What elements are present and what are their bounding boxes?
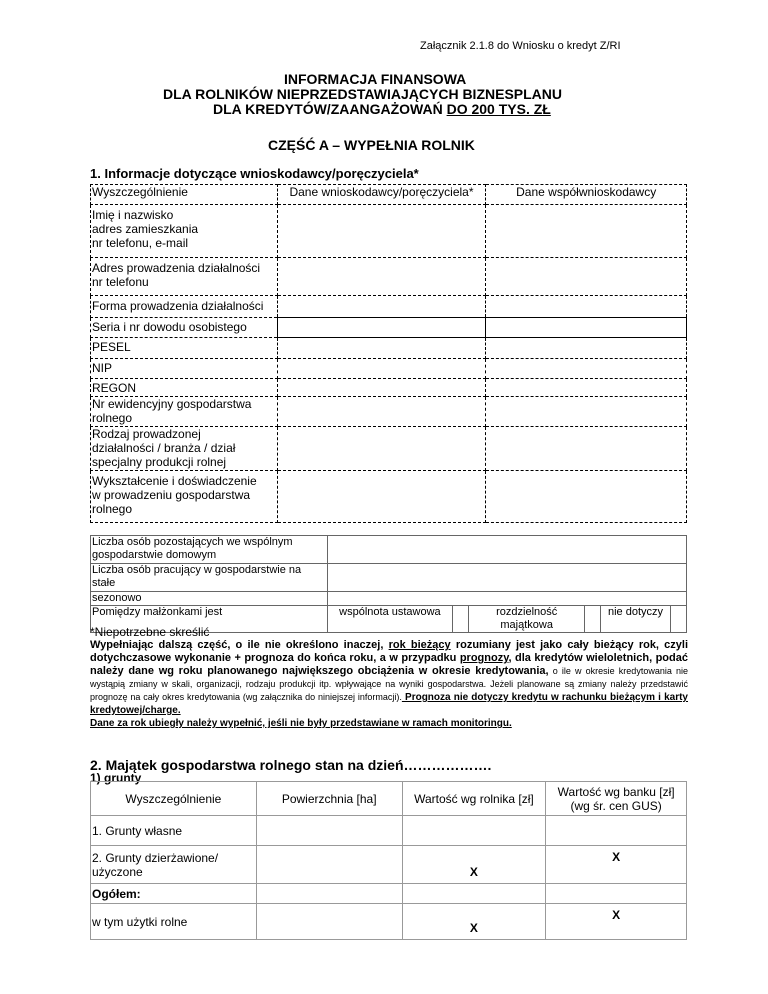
input-coapplicant-farm-registry[interactable] — [486, 397, 687, 427]
title-line-3-limit: DO 200 TYS. ZŁ — [446, 101, 551, 117]
note-forecast-exclusion: Prognoza nie dotyczy kredytu w rachunku bieżącym i karty kredytowej/charge. — [90, 692, 688, 716]
row-label-regon: REGON — [91, 379, 278, 397]
section-2-subheading-land: 1) grunty — [90, 771, 142, 785]
land-table — [90, 781, 687, 940]
input-leased-land-area[interactable] — [256, 846, 402, 884]
input-applicant-name[interactable] — [277, 205, 486, 258]
leased-land-farmer-value-excluded: X — [402, 846, 546, 884]
row-label-name-address: Imię i nazwisko adres zamieszkania nr telefonu, e-mail — [91, 205, 278, 258]
input-applicant-id-card[interactable] — [277, 318, 486, 338]
agricultural-land-farmer-value-excluded: X — [402, 904, 546, 940]
input-applicant-activity-type[interactable] — [277, 427, 486, 471]
input-coapplicant-name[interactable] — [486, 205, 687, 258]
input-coapplicant-activity-type[interactable] — [486, 427, 687, 471]
header-area: Powierzchnia [ha] — [256, 782, 402, 816]
header-farmer-value: Wartość wg rolnika [zł] — [402, 782, 546, 816]
input-seasonal-workers[interactable] — [327, 592, 686, 606]
row-label-business-form: Forma prowadzenia działalności — [91, 296, 278, 318]
input-coapplicant-business-form[interactable] — [486, 296, 687, 318]
input-coapplicant-nip[interactable] — [486, 359, 687, 379]
input-applicant-business-form[interactable] — [277, 296, 486, 318]
input-total-farmer-value[interactable] — [402, 884, 546, 904]
row-label-education: Wykształcenie i doświadczenie w prowadzeniu gospodarstwa rolnego — [91, 471, 278, 523]
row-label-seasonal: sezonowo — [91, 592, 328, 606]
row-label-agricultural-land: w tym użytki rolne — [91, 904, 257, 940]
input-own-land-farmer-value[interactable] — [402, 816, 546, 846]
row-label-own-land: 1. Grunty własne — [91, 816, 257, 846]
row-label-id-card: Seria i nr dowodu osobistego — [91, 318, 278, 338]
row-label-pesel: PESEL — [91, 338, 278, 359]
input-own-land-area[interactable] — [256, 816, 402, 846]
title-line-1: INFORMACJA FINANSOWA — [284, 71, 467, 87]
header-specification: Wyszczególnienie — [91, 185, 278, 205]
row-label-permanent-workers: Liczba osób pracujący w gospodarstwie na stałe — [91, 564, 328, 592]
note-current-year: rok bieżący — [388, 639, 451, 651]
note-text-a: Wypełniając dalszą część, o ile nie określono inaczej, — [90, 639, 389, 651]
option-not-applicable: nie dotyczy — [601, 606, 671, 633]
input-total-bank-value[interactable] — [546, 884, 687, 904]
applicant-info-table — [90, 184, 687, 523]
input-applicant-farm-registry[interactable] — [277, 397, 486, 427]
leased-land-bank-value-excluded: X — [546, 846, 687, 884]
agricultural-land-bank-value-excluded: X — [546, 904, 687, 940]
input-applicant-nip[interactable] — [277, 359, 486, 379]
household-table — [90, 535, 687, 633]
input-household-members[interactable] — [327, 536, 686, 564]
section-2-heading: 2. Majątek gospodarstwa rolnego stan na dzień………………. — [90, 757, 492, 773]
section-1-heading: 1. Informacje dotyczące wnioskodawcy/poręczyciela* — [90, 166, 419, 181]
row-label-household-members: Liczba osób pozostających we wspólnym gospodarstwie domowym — [91, 536, 328, 564]
input-coapplicant-regon[interactable] — [486, 379, 687, 397]
note-previous-year: Dane za rok ubiegły należy wypełnić, jeśli nie były przedstawiane w ramach monitoringu. — [90, 718, 512, 729]
input-coapplicant-education[interactable] — [486, 471, 687, 523]
input-agricultural-land-area[interactable] — [256, 904, 402, 940]
title-line-3 — [213, 101, 551, 117]
row-label-marital-property: Pomiędzy małżonkami jest — [91, 606, 328, 633]
input-own-land-bank-value[interactable] — [546, 816, 687, 846]
instructions-block — [90, 626, 688, 730]
row-label-business-address: Adres prowadzenia działalności nr telefonu — [91, 258, 278, 296]
input-applicant-business-address[interactable] — [277, 258, 486, 296]
input-permanent-workers[interactable] — [327, 564, 686, 592]
note-text-b: rozumiany jest jako cały bieżący rok, czyli dotychczasowe wykonanie + prognoza do końca roku, a w przypadku — [90, 639, 689, 664]
note-forecast: prognozy — [459, 652, 509, 664]
option-separate-property: rozdzielność majątkowa — [469, 606, 585, 633]
row-label-total: Ogółem: — [91, 884, 257, 904]
header-bank-value: Wartość wg banku [zł] (wg śr. cen GUS) — [546, 782, 687, 816]
option-joint-property: wspólnota ustawowa — [327, 606, 453, 633]
input-applicant-education[interactable] — [277, 471, 486, 523]
header-applicant-data: Dane wnioskodawcy/poręczyciela* — [277, 185, 486, 205]
part-a-heading: CZĘŚĆ A – WYPEŁNIA ROLNIK — [268, 137, 475, 153]
input-coapplicant-business-address[interactable] — [486, 258, 687, 296]
note-small-text: o ile w okresie kredytowania nie wystąpią zmiany w skali, organizacji, rodzaju produkcji itp. wpływające na wyniki gospodarstwa. Jeżeli planowane są zmiany należy przedstawić prognozę na cały okres kredytowania (wg załącznika do niniejszej informacji). — [90, 666, 688, 702]
row-label-farm-registry: Nr ewidencyjny gospodarstwa rolnego — [91, 397, 278, 427]
annex-reference: Załącznik 2.1.8 do Wniosku o kredyt Z/RI — [420, 40, 621, 52]
row-label-leased-land: 2. Grunty dzierżawione/ użyczone — [91, 846, 257, 884]
title-line-2: DLA ROLNIKÓW NIEPRZEDSTAWIAJĄCYCH BIZNESPLANU — [163, 86, 562, 102]
input-applicant-regon[interactable] — [277, 379, 486, 397]
input-total-area[interactable] — [256, 884, 402, 904]
note-text-c: , dla kredytów wieloletnich, podać należy dane wg roku planowanego największego obciążenia w okresie kredytowania, — [90, 652, 688, 677]
footnote: *Niepotrzebne skreślić — [90, 625, 210, 639]
header-coapplicant-data: Dane współwnioskodawcy — [486, 185, 687, 205]
input-coapplicant-pesel[interactable] — [486, 338, 687, 359]
title-line-3-text: DLA KREDYTÓW/ZAANGAŻOWAŃ — [213, 101, 447, 117]
input-coapplicant-id-card[interactable] — [486, 318, 687, 338]
row-label-activity-type: Rodzaj prowadzonej działalności / branża / dział specjalny produkcji rolnej — [91, 427, 278, 471]
header-land-specification: Wyszczególnienie — [91, 782, 257, 816]
input-applicant-pesel[interactable] — [277, 338, 486, 359]
row-label-nip: NIP — [91, 359, 278, 379]
